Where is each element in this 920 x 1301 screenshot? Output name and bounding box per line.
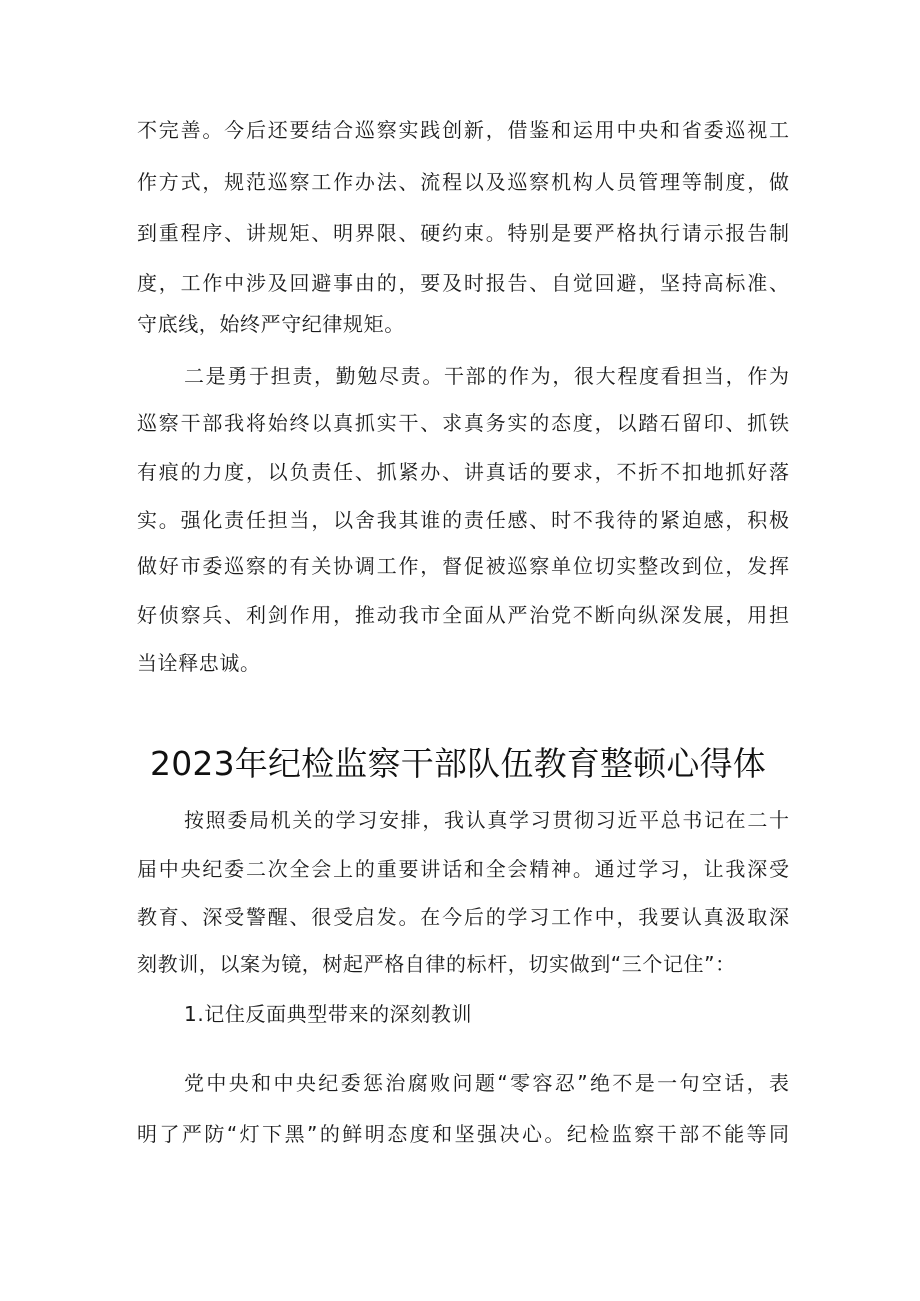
paragraph-line: 作方式，规范巡察工作办法、流程以及巡察机构人员管理等制度，做 xyxy=(137,170,789,194)
paragraph-line: 届中央纪委二次全会上的重要讲话和全会精神。通过学习，让我深受 xyxy=(137,857,789,881)
paragraph-line: 实。强化责任担当，以舍我其谁的责任感、时不我待的紧迫感，积极 xyxy=(137,508,789,532)
paragraph-line: 度，工作中涉及回避事由的，要及时报告、自觉回避，坚持高标准、 xyxy=(137,271,789,295)
paragraph-line: 有痕的力度，以负责任、抓紧办、讲真话的要求，不折不扣地抓好落 xyxy=(137,460,789,484)
paragraph-line: 明了严防“灯下黑”的鲜明态度和坚强决心。纪检监察干部不能等同 xyxy=(137,1122,789,1146)
paragraph-line: 按照委局机关的学习安排，我认真学习贯彻习近平总书记在二十 xyxy=(184,808,789,832)
paragraph-line: 二是勇于担责，勤勉尽责。干部的作为，很大程度看担当，作为 xyxy=(184,364,789,388)
paragraph-line: 不完善。今后还要结合巡察实践创新，借鉴和运用中央和省委巡视工 xyxy=(137,118,789,142)
paragraph-line: 刻教训，以案为镜，树起严格自律的标杆，切实做到“三个记住”： xyxy=(137,952,736,976)
paragraph-line: 党中央和中央纪委惩治腐败问题“零容忍”绝不是一句空话，表 xyxy=(184,1071,789,1095)
paragraph-line: 到重程序、讲规矩、明界限、硬约束。特别是要严格执行请示报告制 xyxy=(137,221,789,245)
paragraph-line: 守底线，始终严守纪律规矩。 xyxy=(137,312,405,336)
paragraph-line: 教育、深受警醒、很受启发。在今后的学习工作中，我要认真汲取深 xyxy=(137,905,789,929)
paragraph-line: 做好市委巡察的有关协调工作，督促被巡察单位切实整改到位，发挥 xyxy=(137,554,789,578)
section-subheading: 1.记住反面典型带来的深刻教训 xyxy=(184,1002,473,1026)
paragraph-line: 巡察干部我将始终以真抓实干、求真务实的态度，以踏石留印、抓铁 xyxy=(137,411,789,435)
article-title: 2023年纪检监察干部队伍教育整顿心得体 xyxy=(150,744,766,783)
paragraph-line: 好侦察兵、利剑作用，推动我市全面从严治党不断向纵深发展，用担 xyxy=(137,603,789,627)
paragraph-line: 当诠释忠诚。 xyxy=(137,651,261,675)
